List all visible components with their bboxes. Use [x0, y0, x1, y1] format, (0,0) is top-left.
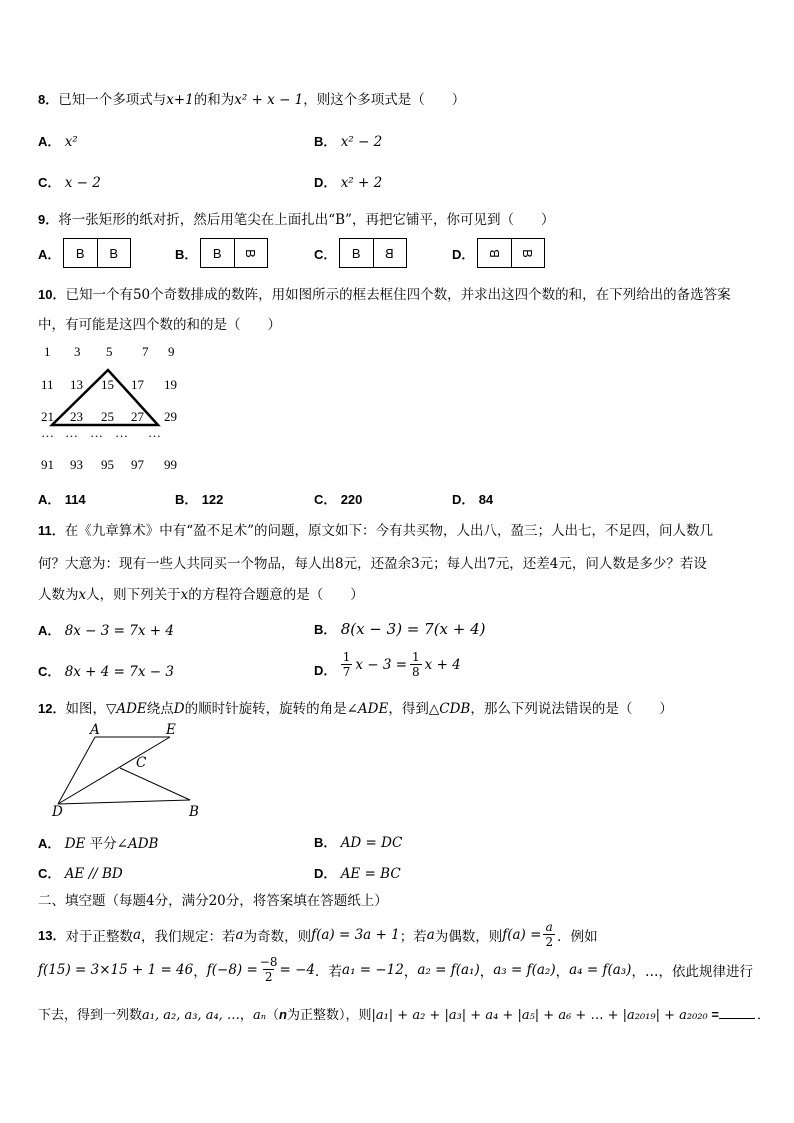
q12-point: D: [173, 701, 185, 717]
question-13-line2: [38, 955, 753, 984]
q9-option-a[interactable]: [38, 244, 60, 263]
question-13-line3: [38, 1004, 770, 1023]
q8-text-a: 已知一个多项式与: [58, 92, 167, 108]
question-10-line1: [38, 283, 731, 303]
q8-text-c: ，则这个多项式是（ ）: [303, 92, 466, 108]
q11-option-b-label: B．: [314, 622, 337, 637]
frac-den: 2: [545, 935, 554, 949]
q9-number: 9．: [38, 212, 59, 227]
q10-option-c[interactable]: [314, 489, 362, 508]
q8-option-a[interactable]: [38, 131, 78, 150]
grid-cell: 27: [131, 409, 144, 424]
q11-option-a[interactable]: [38, 620, 174, 639]
q13-l3-h: =: [707, 1007, 719, 1022]
q12-tri1: ▽ADE: [105, 701, 147, 717]
q8-option-c-label: C．: [38, 175, 61, 190]
grid-cell: …: [115, 425, 128, 440]
q13-l3-n: n: [278, 1007, 287, 1022]
grid-cell: 17: [131, 377, 144, 392]
grid-cell: 29: [164, 409, 177, 424]
q13-l2-ce: = −4: [279, 961, 316, 978]
grid-cell: 9: [168, 344, 175, 359]
q10-option-a-value: 114: [64, 492, 86, 507]
q9-option-c-label: C．: [314, 247, 337, 262]
grid-cell: …: [65, 425, 78, 440]
q13-f2: f(a) =: [502, 926, 542, 943]
q8-option-d[interactable]: [314, 172, 382, 191]
q8-option-a-label: A．: [38, 134, 61, 149]
q13-l2-l: ，…，依此规律进行: [631, 963, 753, 980]
q12-option-d[interactable]: [314, 863, 401, 882]
frac-a-2: [543, 920, 555, 949]
point-a-label: A: [90, 722, 100, 738]
grid-cell: 1: [44, 344, 51, 359]
grid-cell: 93: [70, 457, 83, 472]
q9-d-right-wrap: [511, 239, 545, 267]
grid-cell: 3: [74, 344, 81, 359]
point-d-label: D: [52, 804, 63, 820]
grid-cell: 99: [164, 457, 177, 472]
q13-l3-i: ．: [756, 1008, 770, 1023]
grid-cell: 91: [41, 457, 54, 472]
q10-option-a[interactable]: [38, 489, 86, 508]
q9-a-left: B: [75, 245, 85, 261]
q13-l2-e: a₁ = −12: [342, 961, 404, 978]
q9-d-right: B: [520, 248, 536, 258]
q12-option-b-label: B．: [314, 835, 337, 850]
q9-option-d-label: D．: [452, 247, 475, 262]
q10-option-b-value: 122: [201, 492, 224, 507]
point-c-label: C: [136, 755, 147, 771]
q13-l2-h: ，: [479, 963, 494, 980]
q11-option-b-value: 8(x − 3) = 7(x + 4): [340, 620, 486, 638]
grid-cell: 15: [101, 377, 114, 392]
q13-var: a: [235, 926, 244, 943]
frac-den: 7: [342, 665, 351, 679]
grid-cell: 21: [41, 409, 54, 424]
question-11-line2: [38, 552, 707, 572]
grid-cell: 97: [131, 457, 144, 472]
q13-l1-b: ，我们规定：若: [141, 928, 236, 945]
triangle-frame: [52, 370, 158, 425]
q9-text: 将一张矩形的纸对折，然后用笔尖在上面扎出“B”，再把它铺平，你可见到（ ）: [58, 212, 555, 228]
rotation-diagram: [50, 722, 210, 822]
frac-neg8-2: [260, 955, 278, 984]
grid-cell: 95: [101, 457, 114, 472]
q9-option-c-figure: [339, 238, 407, 268]
q8-option-b-value: x² − 2: [340, 134, 383, 150]
q13-l2-i: a₃ = f(a₂): [493, 961, 556, 978]
q11-option-d-label: D．: [314, 663, 337, 678]
frac-num: a: [545, 920, 553, 934]
q9-a-right: B: [97, 239, 131, 267]
q9-b-left: B: [212, 245, 222, 261]
q10-option-b-label: B．: [175, 492, 198, 507]
q13-l3-c: ，: [239, 1008, 253, 1023]
q13-l2-j: ，: [555, 963, 570, 980]
q12-option-a[interactable]: [38, 832, 158, 852]
grid-cell: 19: [164, 377, 177, 392]
q12-option-a-label: A．: [38, 836, 61, 851]
q12-tri2: △CDB: [428, 701, 471, 717]
q13-var: a: [132, 926, 142, 943]
grid-cell: …: [90, 425, 103, 440]
section-2-heading: [38, 889, 388, 909]
grid-cell: …: [41, 425, 54, 440]
q13-l1-c: 为奇数，则: [243, 928, 312, 945]
q8-expr1: x+1: [166, 92, 194, 108]
frac-end: x + 4: [424, 656, 461, 673]
q12-text-a: 如图，: [65, 701, 106, 717]
q9-option-a-label: A．: [38, 247, 61, 262]
q8-expr2: x² + x − 1: [234, 92, 304, 108]
q9-c-right-wrap: [373, 239, 407, 267]
frac-1-8: [410, 650, 422, 679]
frac-num: 1: [342, 650, 351, 664]
question-8: [38, 88, 465, 108]
grid-cell: 25: [101, 409, 114, 424]
q12-text-b: 绕点: [146, 701, 174, 717]
q12-text-c: 的顺时针旋转，旋转的角是: [184, 701, 347, 717]
q13-l3-a: 下去，得到一列数: [38, 1008, 143, 1023]
q13-l1-f: ．例如: [557, 928, 598, 945]
q10-line2: 中，有可能是这四个数的和的是（ ）: [38, 317, 281, 333]
q8-option-c[interactable]: [38, 172, 101, 191]
q12-option-c[interactable]: [38, 863, 123, 882]
q12-option-b[interactable]: [314, 832, 402, 851]
q13-l2-g: a₂ = f(a₁): [417, 961, 480, 978]
q8-option-d-value: x² + 2: [340, 175, 383, 191]
q9-option-b-label: B．: [175, 247, 198, 262]
q8-number: 8．: [38, 92, 59, 107]
q13-l3-e: （: [265, 1008, 279, 1023]
question-11-line3: [38, 583, 364, 603]
q13-l2-b: ，: [193, 963, 207, 980]
grid-cell: 7: [142, 344, 149, 359]
q12-number: 12．: [38, 701, 66, 716]
q11-number: 11．: [38, 523, 65, 538]
frac-1-7: [341, 650, 353, 679]
q9-option-b-figure: [200, 238, 268, 268]
q12-text-d: ，得到: [388, 701, 429, 717]
q9-option-c[interactable]: [314, 244, 336, 263]
q13-f1: f(a) = 3a + 1: [311, 926, 400, 943]
grid-cell: …: [148, 425, 161, 440]
q8-option-b-label: B．: [314, 134, 337, 149]
grid-cell: 5: [106, 344, 113, 359]
q9-b-right-wrap: [234, 239, 268, 267]
q13-l3-d: aₙ: [252, 1008, 266, 1023]
q9-b-right: B: [243, 248, 259, 258]
q11-var-2: x: [180, 587, 189, 603]
q11-option-b[interactable]: [314, 619, 486, 638]
q13-l1-a: 对于正整数: [65, 928, 133, 945]
q13-l3-g: |a₁| + a₂ + |a₃| + a₄ + |a₅| + a₆ + … + |a₂₀₁₉| + a₂₀₂₀: [371, 1008, 708, 1023]
q8-option-b[interactable]: [314, 131, 382, 150]
q9-c-right: B: [385, 245, 395, 261]
question-9: [38, 208, 554, 228]
q12-option-a-value-b: 平分: [89, 836, 117, 852]
q11-option-c[interactable]: [38, 661, 174, 680]
q11-var-1: x: [78, 587, 87, 603]
q10-option-d-value: 84: [478, 492, 494, 507]
q11-option-c-value: 8x + 4 = 7x − 3: [64, 664, 174, 680]
q11-line3-c: 的方程符合题意的是（ ）: [188, 587, 364, 603]
geometry-figure: [50, 722, 210, 826]
question-10-line2: [38, 313, 281, 333]
q11-line3-a: 人数为: [38, 587, 79, 603]
q12-option-b-value: AD = DC: [340, 835, 403, 851]
q12-option-d-label: D．: [314, 866, 337, 881]
q12-option-c-value: AE // BD: [64, 866, 123, 882]
q9-option-b[interactable]: [175, 244, 197, 263]
q11-option-a-label: A．: [38, 623, 61, 638]
q11-option-a-value: 8x − 3 = 7x + 4: [64, 623, 174, 639]
q11-line3-b: 人，则下列关于: [86, 587, 181, 603]
frac-num: −8: [259, 955, 278, 969]
q10-option-d[interactable]: [452, 489, 493, 508]
q13-number: 13．: [38, 928, 66, 943]
q11-line1: 在《九章算术》中有“盈不足术”的问题，原文如下：今有共买物，人出八，盈三；人出七，不足四，问人数几: [64, 523, 714, 539]
q9-option-a-figure: [63, 238, 131, 268]
q13-l2-d: ．若: [315, 963, 343, 980]
section-2-text: 二、填空题（每题4分，满分20分，将答案填在答题纸上）: [38, 893, 388, 909]
q12-angle: ∠ADE: [346, 701, 389, 717]
q8-option-c-value: x − 2: [64, 175, 101, 191]
question-12: [38, 697, 673, 717]
q9-option-d[interactable]: [452, 244, 474, 263]
q12-option-d-value: AE = BC: [340, 866, 401, 882]
q8-text-b: 的和为: [193, 92, 235, 108]
q10-option-b[interactable]: [175, 489, 223, 508]
q12-option-a-value-c: ∠ADB: [116, 836, 159, 852]
q13-l1-e: 为偶数，则: [434, 928, 503, 945]
question-13-line1: [38, 920, 598, 949]
q10-number: 10．: [38, 287, 66, 302]
q13-l1-d: ；若: [399, 928, 427, 945]
q13-l2-f: ，: [403, 963, 418, 980]
q9-option-d-figure: [477, 238, 545, 268]
q9-c-left: B: [351, 245, 361, 261]
grid-cell: 11: [41, 377, 54, 392]
q10-line1: 已知一个有50个奇数排成的数阵，用如图所示的框去框住四个数，并求出这四个数的和，在下列给出的备选答案: [65, 287, 731, 303]
point-b-label: B: [189, 804, 199, 820]
q10-option-d-label: D．: [452, 492, 475, 507]
q13-l2-c: f(−8) =: [206, 961, 258, 978]
answer-blank[interactable]: [719, 1018, 755, 1019]
q13-l3-f: 为正整数），则: [286, 1008, 372, 1023]
q9-d-left: B: [486, 248, 502, 258]
q13-l3-b: a₁, a₂, a₃, a₄, …: [142, 1008, 240, 1023]
number-grid: [38, 340, 198, 480]
q11-line2: 何？大意为：现有一些人共同买一个物品，每人出8元，还盈余3元；每人出7元，还差4元，问人数是多少？若设: [38, 556, 707, 572]
q12-option-a-value-a: DE: [64, 836, 86, 852]
grid-cell: 13: [70, 377, 83, 392]
q8-option-d-label: D．: [314, 175, 337, 190]
q13-l2-a: f(15) = 3×15 + 1 = 46: [38, 961, 194, 978]
question-11-line1: [38, 519, 713, 539]
q11-option-d[interactable]: [314, 650, 461, 679]
q12-option-c-label: C．: [38, 866, 61, 881]
q10-option-a-label: A．: [38, 492, 61, 507]
grid-cell: 23: [70, 409, 83, 424]
q10-option-c-value: 220: [340, 492, 363, 507]
point-e-label: E: [166, 722, 176, 738]
q13-l2-k: a₄ = f(a₃): [569, 961, 632, 978]
frac-den: 8: [412, 665, 420, 679]
q10-option-c-label: C．: [314, 492, 337, 507]
frac-num: 1: [412, 650, 420, 664]
frac-den: 2: [264, 970, 273, 984]
q11-option-c-label: C．: [38, 664, 61, 679]
q8-option-a-value: x²: [64, 134, 78, 150]
selection-frame: [38, 340, 198, 480]
q9-d-left-wrap: [478, 239, 511, 267]
q12-text-e: ，那么下列说法错误的是（ ）: [470, 701, 673, 717]
q13-var: a: [426, 926, 435, 943]
frac-mid: x − 3 =: [355, 656, 408, 673]
